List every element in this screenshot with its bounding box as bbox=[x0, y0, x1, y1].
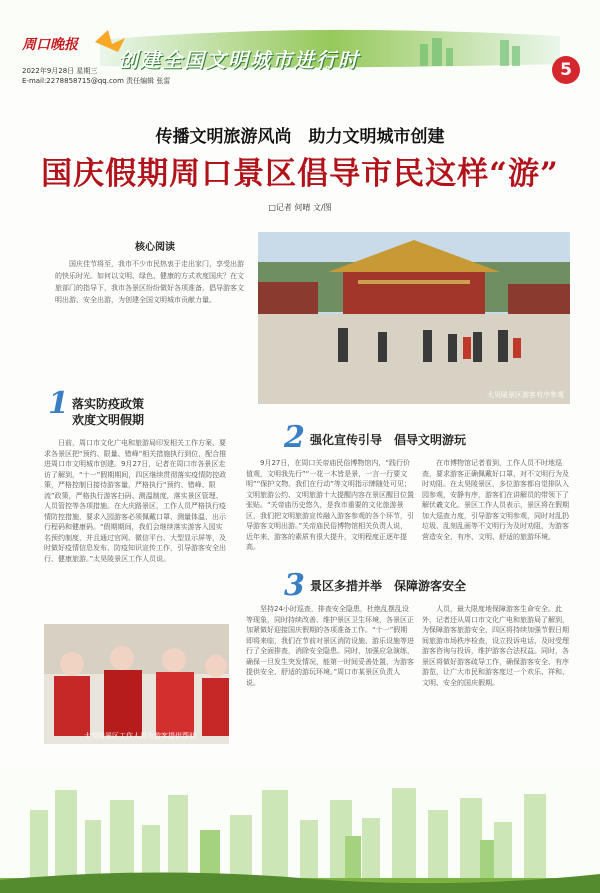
section-1-number: 1 bbox=[48, 386, 69, 421]
section-3-number: 3 bbox=[284, 568, 305, 603]
section-3-body-b: 人员，最大限度地保障游客生命安全。此外，记者还从周口市文化广电和旅游局了解到，为保障游客旅游安全，四区将持续加强节假日期间旅游市场秩序检查，设立投诉电话，及时受理游客咨询与投诉，维护游客合法权益。同时，各景区将做好游客疏导工作，确保游客安全、有序游览，让广大市民和游客度过一个欢乐、祥和、文明、安全的国庆假期。 bbox=[422, 605, 569, 687]
temple-photo-image bbox=[258, 232, 570, 404]
section-1-title-line2: 欢度文明假期 bbox=[72, 413, 145, 427]
newspaper-logo: 周口晚报 bbox=[22, 37, 78, 53]
section-2-title: 强化宣传引导 倡导文明游玩 bbox=[310, 433, 467, 447]
staff-photo-image bbox=[44, 624, 229, 744]
photo1-caption: 太昊陵景区游客有序参观 bbox=[487, 391, 564, 399]
banner-title: 创建全国文明城市进行时 bbox=[118, 48, 360, 72]
temple-photo bbox=[258, 232, 570, 404]
article-headline: 国庆假期周口景区倡导市民这样“游” bbox=[41, 156, 559, 192]
section-1-title-line1: 落实防疫政策 bbox=[72, 397, 145, 411]
date-line: 2022年9月28日 星期三 bbox=[22, 67, 98, 75]
section-1-body: 日前，周口市文化广电和旅游局印发相关工作方案，要求各景区把“预约、限量、错峰”相关措施执行到位，配合推进周口市文明城市创建。9月27日，记者在周口市各景区走访了解到，“十一”假期期间，四区继续贯彻落实疫情防控政策，严格控制日接待游客量，严格执行“预约、错峰、限流”政策，严格执行游客扫码、测温制度，落实景区管理、人员管控等各项措施。在大庆路景区，工作人员严格执行疫情防控措施，要求入园游客必须佩戴口罩、测量体温、出示行程码和健康码。“假期期间，我们会继续落实游客入园实名预约制度，并且通过官网、微信平台、大型显示屏等，及时做好疫情信息发布、防疫知识宣传工作，引导游客安全出行、健康旅游。”太昊陵景区工作人员说。 bbox=[44, 439, 227, 563]
section-3-title: 景区多措并举 保障游客安全 bbox=[310, 579, 467, 593]
article-subtitle: 传播文明旅游风尚 助力文明城市创建 bbox=[155, 127, 445, 147]
section-2-body-b: 在市博物馆记者看到，工作人员不时地巡查，要求游客正确佩戴好口罩，对不文明行为及时劝阻。在太昊陵景区，多位游客都自觉排队入园参观，安静有序，游客们在讲解员的带领下了解伏羲文化。景区工作人员表示，景区将在假期加大巡查力度，引导游客文明参观，同时对乱扔垃圾、乱刻乱画等不文明行为及时劝阻，为游客营造安全、有序、文明、舒适的旅游环境。 bbox=[422, 459, 569, 541]
page-number-badge: 5 bbox=[552, 56, 580, 84]
section-3-body-a: 坚持24小时巡查，排查安全隐患，杜绝乱摆乱设等现象，同时持续改善、维护景区卫生环境，各景区正加紧做好迎接国庆假期的各项准备工作。“十一”假期即将来临，我们在节前对景区消防设施、游乐设施等进行了全面排查，消除安全隐患。同时，加强应急演练，确保一旦发生突发情况，能第一时间妥善处置，为游客提供安全、舒适的游玩环境。”周口市某景区负责人说。 bbox=[246, 605, 414, 687]
footer-cityscape bbox=[0, 770, 600, 893]
staff-photo bbox=[44, 624, 229, 744]
photo2-caption: 太昊陵景区工作人员为游客提供帮助 bbox=[84, 732, 196, 740]
intro-paragraph: 国庆佳节将至，我市不少市民热衷于走出家门，享受出游的快乐时光。如何以文明、绿色、健康的方式欢度国庆？在文旅部门的指导下，我市各景区纷纷做好各项准备，倡导游客文明出游、安全出游，为创建全国文明城市贡献力量。 bbox=[55, 260, 244, 304]
byline: □记者 何晴 文/图 bbox=[268, 203, 332, 212]
contact-line: E-mail:2278858715@qq.com 责任编辑 张雷 bbox=[22, 77, 171, 85]
core-reading-label: 核心阅读 bbox=[135, 242, 175, 253]
city-skyline-graphic bbox=[0, 770, 600, 893]
masthead bbox=[0, 0, 600, 85]
section-2-number: 2 bbox=[284, 420, 305, 455]
section-2-body-a: 9月27日，在周口关帝庙民俗博物馆内，“践行价值观，文明我先行”“一花一木皆是景，一言一行要文明”“保护文物、我们在行动”等文明指示牌随处可见；文明旅游公约、文明旅游十大提醒内容在景区醒目位置张贴。“关帝庙历史悠久，是我市重要的文化旅游景区，我们把文明旅游宣传融入游客参观的各个环节，引导游客文明出游。”关帝庙民俗博物馆相关负责人说，近年来，游客的素质有很大提升，文明程度正逐年提高。 bbox=[246, 459, 414, 551]
